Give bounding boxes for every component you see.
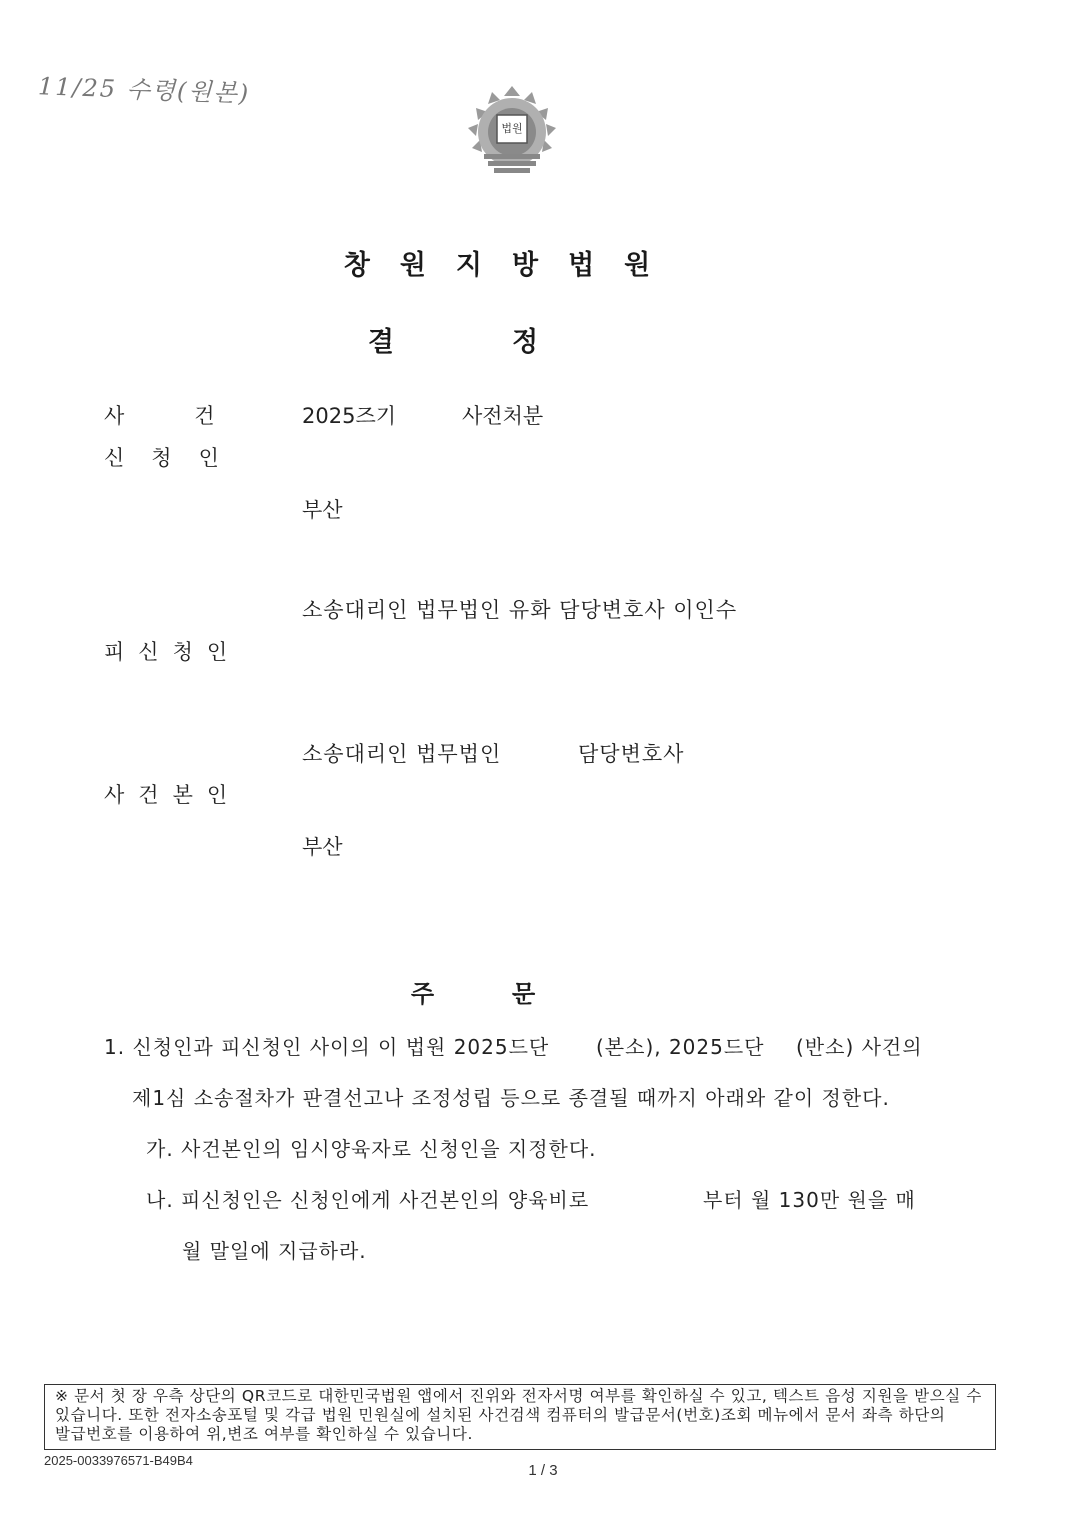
order-line2: 제1심 소송절차가 판결선고나 조정성립 등으로 종결될 때까지 아래와 같이 정한다.: [132, 1086, 890, 1110]
court-seal-icon: [462, 82, 562, 178]
respondent-counsel-prefix: 소송대리인 법무법인: [302, 742, 502, 766]
case-number: 2025즈기: [302, 404, 397, 428]
case-name: 사전처분: [462, 404, 544, 428]
respondent-counsel-suffix: 담당변호사: [578, 742, 685, 766]
respondent-label: 피신청인: [104, 640, 242, 664]
page-number: 1 / 3: [528, 1462, 558, 1479]
order-line1-b: (본소), 2025드단: [596, 1035, 765, 1059]
issue-number: 2025-0033976571-B49B4: [44, 1453, 193, 1468]
order-item-na-b: 부터 월 130만 원을 매: [703, 1188, 916, 1212]
order-line1-a: 1. 신청인과 피신청인 사이의 이 법원 2025드단: [104, 1035, 550, 1059]
case-label: 사건: [104, 404, 285, 428]
applicant-label: 신청인: [104, 446, 246, 470]
applicant-counsel: 소송대리인 법무법인 유화 담당변호사 이인수: [302, 598, 738, 622]
principal-address: 부산: [302, 835, 343, 859]
order-item-na-a: 나. 피신청인은 신청인에게 사건본인의 양육비로: [146, 1188, 590, 1212]
principal-label: 사건본인: [104, 783, 242, 807]
order-line1-c: (반소) 사건의: [796, 1035, 923, 1059]
document-title: 결정: [367, 327, 657, 358]
applicant-address: 부산: [302, 498, 343, 522]
court-name: 창원지방법원: [343, 250, 681, 281]
order-item-na-c: 월 말일에 지급하라.: [182, 1239, 367, 1263]
order-item-ga: 가. 사건본인의 임시양육자로 신청인을 지정한다.: [146, 1137, 597, 1161]
verification-notice: ※ 문서 첫 장 우측 상단의 QR코드로 대한민국법원 앱에서 진위와 전자서명 여부를 확인하실 수 있고, 텍스트 음성 지원을 받으실 수 있습니다. 또한 전자소송포털 및 각급 법원 민원실에 설치된 사건검색 컴퓨터의 발급문서(번호)조회 메뉴에서 문서 좌측 하단의 발급번호를 이용하여 위,변조 여부를 확인하실 수 있습니다.: [44, 1384, 996, 1450]
court-seal-label: 법원: [501, 122, 523, 135]
handwritten-receipt-note: 11/25 수령(원본): [37, 72, 251, 108]
order-heading: 주문: [410, 980, 614, 1008]
